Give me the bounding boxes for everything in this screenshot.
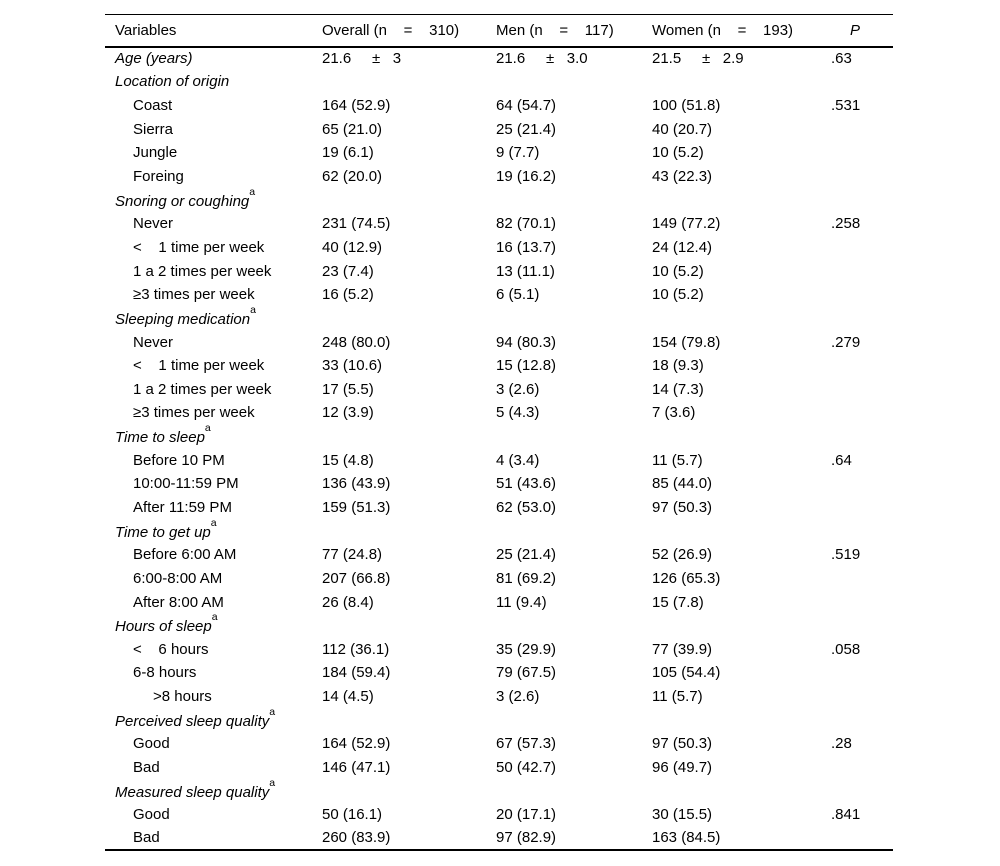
men-value: 9 (7.7) xyxy=(496,144,540,162)
row-label: After 11:59 PM xyxy=(133,498,232,516)
women-value xyxy=(652,307,831,331)
row-label-cell xyxy=(105,614,322,638)
p-value xyxy=(831,307,893,331)
women-value: 15 (7.8) xyxy=(652,593,704,611)
overall-value: 164 (52.9) xyxy=(322,735,391,753)
p-value xyxy=(831,661,893,685)
men-value: 19 (16.2) xyxy=(496,168,557,186)
p-value xyxy=(831,70,893,94)
p-value xyxy=(831,756,893,780)
row-label-cell xyxy=(105,307,322,331)
women-value xyxy=(652,425,831,449)
column-header-p-value: P xyxy=(850,21,861,39)
table-row xyxy=(105,236,893,260)
table-row xyxy=(105,259,893,283)
p-value xyxy=(831,188,893,212)
row-label: Good xyxy=(133,735,170,753)
table-row xyxy=(105,141,893,165)
overall-value xyxy=(322,779,496,803)
p-value xyxy=(831,827,893,851)
overall-value: 33 (10.6) xyxy=(322,357,383,375)
footnote-marker: a xyxy=(250,306,256,316)
women-value xyxy=(652,708,831,732)
row-label: Time to get up xyxy=(115,523,211,541)
row-label: Time to sleep xyxy=(115,429,205,447)
row-label: 6-8 hours xyxy=(133,664,197,682)
table-row xyxy=(105,638,893,662)
overall-value xyxy=(322,307,496,331)
overall-value: 164 (52.9) xyxy=(322,97,391,115)
men-value xyxy=(496,614,652,638)
row-label-cell xyxy=(105,401,322,425)
overall-value xyxy=(322,519,496,543)
row-label-cell xyxy=(105,330,322,354)
row-label: Age (years) xyxy=(115,50,193,68)
men-value: 3 (2.6) xyxy=(496,688,540,706)
table-row xyxy=(105,307,893,331)
p-value: .531 xyxy=(831,97,861,115)
table-row xyxy=(105,590,893,614)
row-label: 6:00-8:00 AM xyxy=(133,569,223,587)
p-value xyxy=(831,259,893,283)
row-label: Coast xyxy=(133,97,173,115)
row-label-cell xyxy=(105,827,322,851)
row-label-cell xyxy=(105,685,322,709)
men-value: 15 (12.8) xyxy=(496,357,557,375)
p-value: .841 xyxy=(831,806,861,824)
row-label: Perceived sleep quality xyxy=(115,712,270,730)
row-label-cell xyxy=(105,732,322,756)
women-value xyxy=(652,70,831,94)
row-label: 1 a 2 times per week xyxy=(133,380,272,398)
row-label-cell xyxy=(105,70,322,94)
overall-value xyxy=(322,425,496,449)
table-row xyxy=(105,188,893,212)
p-value: .28 xyxy=(831,735,852,753)
table-row xyxy=(105,94,893,118)
men-value: 97 (82.9) xyxy=(496,829,557,847)
women-value xyxy=(652,519,831,543)
overall-value: 21.6 ± 3 xyxy=(322,50,402,68)
table-row xyxy=(105,165,893,189)
row-label: Measured sleep quality xyxy=(115,783,270,801)
overall-value: 231 (74.5) xyxy=(322,215,391,233)
row-label-cell xyxy=(105,756,322,780)
p-value: .63 xyxy=(831,50,852,68)
row-label: 1 a 2 times per week xyxy=(133,262,272,280)
men-value xyxy=(496,519,652,543)
women-value: 77 (39.9) xyxy=(652,640,713,658)
row-label: Jungle xyxy=(133,144,178,162)
p-value xyxy=(831,567,893,591)
row-label: < 1 time per week xyxy=(133,357,265,375)
row-label-cell xyxy=(105,567,322,591)
women-value: 11 (5.7) xyxy=(652,451,703,469)
overall-value xyxy=(322,70,496,94)
row-label: Location of origin xyxy=(115,73,230,91)
p-value: .279 xyxy=(831,333,861,351)
row-label-cell xyxy=(105,803,322,827)
overall-value: 17 (5.5) xyxy=(322,380,374,398)
overall-value xyxy=(322,614,496,638)
overall-value: 65 (21.0) xyxy=(322,120,383,138)
table-row xyxy=(105,732,893,756)
men-value xyxy=(496,188,652,212)
women-value xyxy=(652,614,831,638)
overall-value: 112 (36.1) xyxy=(322,640,390,658)
women-value: 97 (50.3) xyxy=(652,498,713,516)
p-value xyxy=(831,496,893,520)
row-label: Sleeping medication xyxy=(115,310,251,328)
men-value xyxy=(496,708,652,732)
overall-value: 40 (12.9) xyxy=(322,238,383,256)
women-value: 126 (65.3) xyxy=(652,569,721,587)
row-label-cell xyxy=(105,377,322,401)
row-label-cell xyxy=(105,117,322,141)
men-value: 62 (53.0) xyxy=(496,498,557,516)
women-value: 163 (84.5) xyxy=(652,829,721,847)
column-header-women: Women (n = 193) xyxy=(652,21,794,39)
row-label-cell xyxy=(105,283,322,307)
men-value: 81 (69.2) xyxy=(496,569,557,587)
p-value xyxy=(831,377,893,401)
women-value: 40 (20.7) xyxy=(652,120,713,138)
p-value: .058 xyxy=(831,640,861,658)
row-label-cell xyxy=(105,165,322,189)
row-label: < 6 hours xyxy=(133,640,209,658)
men-value xyxy=(496,307,652,331)
row-label: Sierra xyxy=(133,120,174,138)
overall-value: 16 (5.2) xyxy=(322,286,374,304)
p-value xyxy=(831,117,893,141)
footnote-marker: a xyxy=(210,519,217,529)
table-row xyxy=(105,354,893,378)
men-value: 11 (9.4) xyxy=(496,593,547,611)
row-label-cell xyxy=(105,141,322,165)
women-value xyxy=(652,188,831,212)
men-value: 25 (21.4) xyxy=(496,120,557,138)
row-label: Hours of sleep xyxy=(115,618,212,636)
overall-value: 23 (7.4) xyxy=(322,262,374,280)
men-value: 35 (29.9) xyxy=(496,640,557,658)
row-label-cell xyxy=(105,496,322,520)
row-label-cell xyxy=(105,519,322,543)
women-value: 149 (77.2) xyxy=(652,215,721,233)
men-value xyxy=(496,70,652,94)
row-label-cell xyxy=(105,425,322,449)
table-row xyxy=(105,47,893,71)
p-value xyxy=(831,519,893,543)
table-row xyxy=(105,827,893,851)
table-row xyxy=(105,330,893,354)
row-label-cell xyxy=(105,590,322,614)
women-value: 21.5 ± 2.9 xyxy=(652,50,744,68)
p-value: .258 xyxy=(831,215,861,233)
women-value: 105 (54.4) xyxy=(652,664,721,682)
row-label: Bad xyxy=(133,829,160,847)
men-value: 67 (57.3) xyxy=(496,735,557,753)
overall-value: 136 (43.9) xyxy=(322,475,391,493)
row-label-cell xyxy=(105,212,322,236)
men-value: 16 (13.7) xyxy=(496,238,557,256)
overall-value: 50 (16.1) xyxy=(322,806,383,824)
row-label-cell xyxy=(105,354,322,378)
sleep-characteristics-table xyxy=(105,14,893,851)
row-label: < 1 time per week xyxy=(133,238,265,256)
women-value: 7 (3.6) xyxy=(652,404,696,422)
women-value: 10 (5.2) xyxy=(652,144,704,162)
table-row xyxy=(105,472,893,496)
p-value xyxy=(831,165,893,189)
p-value xyxy=(831,614,893,638)
table-row xyxy=(105,708,893,732)
p-value: .519 xyxy=(831,546,861,564)
row-label-cell xyxy=(105,47,322,71)
overall-value xyxy=(322,708,496,732)
overall-value: 12 (3.9) xyxy=(322,404,374,422)
men-value: 94 (80.3) xyxy=(496,333,557,351)
women-value: 100 (51.8) xyxy=(652,97,721,115)
men-value: 25 (21.4) xyxy=(496,546,557,564)
p-value xyxy=(831,283,893,307)
overall-value: 77 (24.8) xyxy=(322,546,383,564)
table-row xyxy=(105,425,893,449)
overall-value: 260 (83.9) xyxy=(322,829,391,847)
overall-value: 26 (8.4) xyxy=(322,593,374,611)
row-label-cell xyxy=(105,779,322,803)
row-label-cell xyxy=(105,259,322,283)
overall-value: 184 (59.4) xyxy=(322,664,391,682)
table-row xyxy=(105,779,893,803)
row-label: 10:00-11:59 PM xyxy=(133,475,239,493)
table-row xyxy=(105,756,893,780)
row-label: ≥3 times per week xyxy=(133,286,255,304)
row-label: Good xyxy=(133,806,170,824)
row-label: Foreing xyxy=(133,168,184,186)
women-value: 97 (50.3) xyxy=(652,735,713,753)
overall-value: 19 (6.1) xyxy=(322,144,374,162)
p-value xyxy=(831,141,893,165)
men-value xyxy=(496,779,652,803)
column-header-men: Men (n = 117) xyxy=(496,21,614,39)
men-value: 6 (5.1) xyxy=(496,286,540,304)
row-label: Before 10 PM xyxy=(133,451,225,469)
row-label-cell xyxy=(105,94,322,118)
women-value: 11 (5.7) xyxy=(652,688,703,706)
men-value: 50 (42.7) xyxy=(496,759,557,777)
overall-value: 62 (20.0) xyxy=(322,168,383,186)
table-row xyxy=(105,283,893,307)
women-value: 154 (79.8) xyxy=(652,333,721,351)
women-value: 96 (49.7) xyxy=(652,759,713,777)
women-value: 10 (5.2) xyxy=(652,262,704,280)
column-header-overall: Overall (n = 310) xyxy=(322,21,460,39)
men-value: 4 (3.4) xyxy=(496,451,540,469)
men-value: 51 (43.6) xyxy=(496,475,557,493)
footnote-marker: a xyxy=(269,779,276,789)
p-value xyxy=(831,590,893,614)
women-value xyxy=(652,779,831,803)
table-row xyxy=(105,519,893,543)
table-row xyxy=(105,448,893,472)
table-row xyxy=(105,614,893,638)
men-value: 79 (67.5) xyxy=(496,664,557,682)
row-label: Never xyxy=(133,333,174,351)
men-value: 64 (54.7) xyxy=(496,97,557,115)
p-value xyxy=(831,779,893,803)
row-label-cell xyxy=(105,661,322,685)
women-value: 14 (7.3) xyxy=(652,380,704,398)
table-row xyxy=(105,661,893,685)
row-label: Never xyxy=(133,215,174,233)
footnote-marker: a xyxy=(269,708,276,718)
overall-value: 248 (80.0) xyxy=(322,333,391,351)
row-label: ≥3 times per week xyxy=(133,404,255,422)
women-value: 30 (15.5) xyxy=(652,806,713,824)
men-value: 5 (4.3) xyxy=(496,404,540,422)
row-label-cell xyxy=(105,236,322,260)
row-label: Snoring or coughing xyxy=(115,192,250,210)
table-row xyxy=(105,685,893,709)
p-value xyxy=(831,685,893,709)
column-header-variables: Variables xyxy=(115,21,177,39)
men-value xyxy=(496,425,652,449)
men-value: 13 (11.1) xyxy=(496,262,555,280)
women-value: 43 (22.3) xyxy=(652,168,713,186)
table-header-row xyxy=(105,15,893,47)
footnote-marker: a xyxy=(204,424,211,435)
row-label: Before 6:00 AM xyxy=(133,546,237,564)
table-row xyxy=(105,212,893,236)
table-row xyxy=(105,803,893,827)
table-row xyxy=(105,377,893,401)
footnote-marker: a xyxy=(211,613,218,624)
table-row xyxy=(105,70,893,94)
p-value xyxy=(831,236,893,260)
row-label: After 8:00 AM xyxy=(133,593,224,611)
table-row xyxy=(105,543,893,567)
table-row xyxy=(105,496,893,520)
women-value: 18 (9.3) xyxy=(652,357,704,375)
overall-value xyxy=(322,188,496,212)
p-value: .64 xyxy=(831,451,852,469)
footnote-marker: a xyxy=(249,188,256,198)
men-value: 82 (70.1) xyxy=(496,215,557,233)
overall-value: 146 (47.1) xyxy=(322,759,391,777)
overall-value: 207 (66.8) xyxy=(322,569,391,587)
p-value xyxy=(831,425,893,449)
p-value xyxy=(831,354,893,378)
row-label-cell xyxy=(105,188,322,212)
overall-value: 14 (4.5) xyxy=(322,688,374,706)
women-value: 24 (12.4) xyxy=(652,238,713,256)
women-value: 85 (44.0) xyxy=(652,475,713,493)
row-label-cell xyxy=(105,543,322,567)
table-row xyxy=(105,117,893,141)
men-value: 21.6 ± 3.0 xyxy=(496,50,588,68)
row-label: >8 hours xyxy=(153,688,212,706)
row-label-cell xyxy=(105,472,322,496)
p-value xyxy=(831,472,893,496)
row-label-cell xyxy=(105,708,322,732)
women-value: 52 (26.9) xyxy=(652,546,713,564)
overall-value: 15 (4.8) xyxy=(322,451,374,469)
row-label-cell xyxy=(105,638,322,662)
overall-value: 159 (51.3) xyxy=(322,498,391,516)
row-label-cell xyxy=(105,448,322,472)
table-body xyxy=(105,47,893,851)
p-value xyxy=(831,708,893,732)
men-value: 3 (2.6) xyxy=(496,380,540,398)
row-label: Bad xyxy=(133,759,160,777)
table-row xyxy=(105,401,893,425)
p-value xyxy=(831,401,893,425)
women-value: 10 (5.2) xyxy=(652,286,704,304)
table-row xyxy=(105,567,893,591)
men-value: 20 (17.1) xyxy=(496,806,557,824)
